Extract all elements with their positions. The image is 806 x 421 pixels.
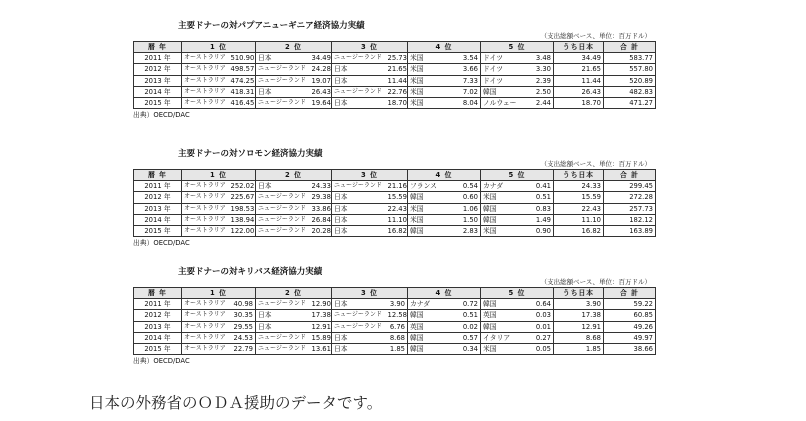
unit-note: （支出総額ベース、単位：百万ドル） xyxy=(540,160,651,168)
donor-amount-cell: 1.50 xyxy=(457,214,481,225)
donor-name-cell: イタリア xyxy=(481,332,530,343)
column-header: うち日本 xyxy=(554,288,604,299)
donor-name-cell: ニュージーランド xyxy=(256,343,310,354)
column-header: うち日本 xyxy=(554,42,604,53)
donor-name-cell: 韓国 xyxy=(481,299,530,310)
donor-amount-cell: 1.85 xyxy=(386,343,408,354)
donor-amount-cell: 21.65 xyxy=(387,65,407,74)
total-amount-cell: 38.66 xyxy=(604,343,656,354)
donor-amount-cell: 8.04 xyxy=(457,97,481,108)
donor-name-cell: ニュージーランド xyxy=(332,181,386,192)
donor-name-cell: 日本 xyxy=(332,192,386,203)
donor-amount-cell: 24.28 xyxy=(311,65,331,74)
donor-name-cell: 英国 xyxy=(408,321,457,332)
donor-amount-cell: 8.68 xyxy=(386,332,408,343)
total-amount-cell: 583.77 xyxy=(604,53,656,64)
japan-amount-cell: 15.59 xyxy=(554,192,604,203)
donor-name-cell: オーストラリア xyxy=(182,64,229,75)
donor-amount-cell: 0.01 xyxy=(530,321,554,332)
year-cell: 2013 年 xyxy=(134,203,182,214)
donor-name-cell: ドイツ xyxy=(481,53,530,64)
donor-amount-cell: 0.02 xyxy=(457,321,481,332)
column-header: 5 位 xyxy=(481,170,554,181)
donor-name-cell: ニュージーランド xyxy=(256,75,310,86)
donor-amount-cell: 1.49 xyxy=(530,214,554,225)
header-row xyxy=(134,170,656,181)
donor-amount-cell: 0.27 xyxy=(530,332,554,343)
donor-name-cell: ニュージーランド xyxy=(256,203,310,214)
donor-name-cell: 日本 xyxy=(256,321,310,332)
donor-amount-cell: 2.39 xyxy=(530,75,554,86)
table-block-papua-new-guinea xyxy=(133,20,653,120)
table-block-kiribati xyxy=(133,266,653,366)
table-row xyxy=(134,97,656,108)
donor-name-cell: 韓国 xyxy=(481,203,530,214)
donor-name-cell: ニュージーランド xyxy=(256,97,310,108)
donor-amount-cell: 26.84 xyxy=(311,215,331,224)
donor-amount-cell: 33.86 xyxy=(311,204,331,213)
unit-note: （支出総額ベース、単位：百万ドル） xyxy=(540,32,651,40)
total-amount-cell: 520.89 xyxy=(604,75,656,86)
donor-amount-cell: 2.44 xyxy=(530,97,554,108)
donor-name-cell: ニュージーランド xyxy=(256,332,310,343)
donor-amount-cell: 15.59 xyxy=(387,193,407,202)
donor-amount-cell: 198.53 xyxy=(230,204,255,213)
donor-name-cell: 米国 xyxy=(481,192,530,203)
donor-name-cell: 韓国 xyxy=(481,86,530,97)
donor-name-cell: ニュージーランド xyxy=(256,225,310,236)
donor-amount-cell: 30.35 xyxy=(229,310,256,321)
donor-name-cell: 韓国 xyxy=(408,192,457,203)
table-block-solomon xyxy=(133,148,653,248)
donor-amount-cell: 26.43 xyxy=(311,87,331,96)
donor-amount-cell: 29.55 xyxy=(229,321,256,332)
donor-name-cell: 日本 xyxy=(256,310,310,321)
column-header: 1 位 xyxy=(182,288,256,299)
donor-name-cell: オーストラリア xyxy=(182,192,229,203)
donor-name-cell: オーストラリア xyxy=(182,181,229,192)
column-header: 4 位 xyxy=(408,170,481,181)
table-row xyxy=(134,332,656,343)
table-row xyxy=(134,192,656,203)
donor-name-cell: 韓国 xyxy=(408,332,457,343)
donor-amount-cell: 0.90 xyxy=(530,225,554,236)
column-header: 2 位 xyxy=(256,42,332,53)
table-row xyxy=(134,299,656,310)
donor-name-cell: 日本 xyxy=(332,97,386,108)
japan-amount-cell: 18.70 xyxy=(554,97,604,108)
table-row xyxy=(134,310,656,321)
donor-name-cell: オーストラリア xyxy=(182,299,229,310)
donor-amount-cell: 22.76 xyxy=(387,87,407,96)
donor-name-cell: ニュージーランド xyxy=(332,86,386,97)
donor-amount-cell: 3.30 xyxy=(530,64,554,75)
year-cell: 2012 年 xyxy=(134,310,182,321)
donor-amount-cell: 474.25 xyxy=(230,76,255,85)
total-amount-cell: 482.83 xyxy=(604,86,656,97)
donor-amount-cell: 12.90 xyxy=(311,300,331,309)
donor-name-cell: オーストラリア xyxy=(182,53,229,64)
donor-name-cell: カナダ xyxy=(481,181,530,192)
total-amount-cell: 257.73 xyxy=(604,203,656,214)
donor-amount-cell: 24.53 xyxy=(229,332,256,343)
donor-amount-cell: 252.02 xyxy=(230,182,255,191)
japan-amount-cell: 34.49 xyxy=(554,53,604,64)
donor-amount-cell: 2.50 xyxy=(530,86,554,97)
column-header: 3 位 xyxy=(332,42,408,53)
total-amount-cell: 59.22 xyxy=(604,299,656,310)
donor-name-cell: オーストラリア xyxy=(182,332,229,343)
donor-name-cell: 日本 xyxy=(256,86,310,97)
total-amount-cell: 471.27 xyxy=(604,97,656,108)
table-row xyxy=(134,214,656,225)
donor-name-cell: ニュージーランド xyxy=(332,53,386,64)
donor-name-cell: 米国 xyxy=(481,225,530,236)
donor-name-cell: ドイツ xyxy=(481,64,530,75)
donor-name-cell: フランス xyxy=(408,181,457,192)
donor-amount-cell: 0.72 xyxy=(457,299,481,310)
donor-amount-cell: 12.58 xyxy=(387,311,407,320)
donor-name-cell: ニュージーランド xyxy=(256,192,310,203)
column-header: 暦 年 xyxy=(134,170,182,181)
total-amount-cell: 60.85 xyxy=(604,310,656,321)
table-row xyxy=(134,86,656,97)
source-note: 出典）OECD/DAC xyxy=(133,239,190,248)
donor-name-cell: 日本 xyxy=(332,299,386,310)
donor-name-cell: 日本 xyxy=(256,181,310,192)
donor-amount-cell: 40.98 xyxy=(229,299,256,310)
table-title: 主要ドナーの対パプアニューギニア経済協力実績 xyxy=(178,21,365,31)
japan-amount-cell: 16.82 xyxy=(554,225,604,236)
donor-amount-cell: 418.31 xyxy=(230,87,255,96)
donor-name-cell: オーストラリア xyxy=(182,214,229,225)
column-header: 4 位 xyxy=(408,42,481,53)
donor-name-cell: 日本 xyxy=(332,214,386,225)
donor-name-cell: 韓国 xyxy=(408,225,457,236)
donor-name-cell: 日本 xyxy=(332,75,386,86)
japan-amount-cell: 21.65 xyxy=(554,64,604,75)
year-cell: 2011 年 xyxy=(134,181,182,192)
donor-amount-cell: 498.57 xyxy=(230,65,255,74)
page-caption: 日本の外務省のＯＤＡ援助のデータです。 xyxy=(89,394,383,412)
column-header: 4 位 xyxy=(408,288,481,299)
donor-name-cell: ニュージーランド xyxy=(332,321,386,332)
donor-amount-cell: 13.61 xyxy=(311,345,331,354)
japan-amount-cell: 3.90 xyxy=(554,299,604,310)
donor-name-cell: 日本 xyxy=(256,53,310,64)
donor-amount-cell: 19.64 xyxy=(311,99,331,108)
table-row xyxy=(134,203,656,214)
total-amount-cell: 49.97 xyxy=(604,332,656,343)
donor-amount-cell: 11.10 xyxy=(387,215,407,224)
column-header: 3 位 xyxy=(332,170,408,181)
donor-name-cell: カナダ xyxy=(408,299,457,310)
donor-name-cell: 韓国 xyxy=(408,310,457,321)
source-note: 出典）OECD/DAC xyxy=(133,357,190,366)
donor-name-cell: オーストラリア xyxy=(182,310,229,321)
donor-name-cell: 韓国 xyxy=(408,343,457,354)
donor-name-cell: ドイツ xyxy=(481,75,530,86)
donor-amount-cell: 0.54 xyxy=(457,181,481,192)
donor-amount-cell: 416.45 xyxy=(230,99,255,108)
donor-amount-cell: 7.02 xyxy=(457,86,481,97)
donor-amount-cell: 510.90 xyxy=(230,54,255,63)
donor-amount-cell: 11.44 xyxy=(387,76,407,85)
donor-table xyxy=(133,41,656,109)
donor-name-cell: オーストラリア xyxy=(182,97,229,108)
donor-amount-cell: 0.34 xyxy=(457,343,481,354)
donor-name-cell: オーストラリア xyxy=(182,321,229,332)
table-row xyxy=(134,53,656,64)
year-cell: 2012 年 xyxy=(134,64,182,75)
donor-name-cell: オーストラリア xyxy=(182,86,229,97)
japan-amount-cell: 11.44 xyxy=(554,75,604,86)
year-cell: 2014 年 xyxy=(134,86,182,97)
donor-name-cell: 英国 xyxy=(481,310,530,321)
total-amount-cell: 49.26 xyxy=(604,321,656,332)
column-header: 2 位 xyxy=(256,288,332,299)
japan-amount-cell: 8.68 xyxy=(554,332,604,343)
year-cell: 2014 年 xyxy=(134,214,182,225)
total-amount-cell: 163.89 xyxy=(604,225,656,236)
year-cell: 2015 年 xyxy=(134,343,182,354)
donor-name-cell: 米国 xyxy=(481,343,530,354)
table-row xyxy=(134,75,656,86)
donor-name-cell: ニュージーランド xyxy=(256,214,310,225)
donor-amount-cell: 0.83 xyxy=(530,203,554,214)
donor-table xyxy=(133,169,656,237)
donor-amount-cell: 122.00 xyxy=(230,227,255,236)
donor-name-cell: 日本 xyxy=(332,225,386,236)
donor-amount-cell: 3.48 xyxy=(530,53,554,64)
column-header: 3 位 xyxy=(332,288,408,299)
column-header: 合 計 xyxy=(604,170,656,181)
japan-amount-cell: 1.85 xyxy=(554,343,604,354)
column-header: 1 位 xyxy=(182,42,256,53)
donor-amount-cell: 7.33 xyxy=(457,75,481,86)
year-cell: 2013 年 xyxy=(134,75,182,86)
donor-amount-cell: 0.51 xyxy=(457,310,481,321)
header-row xyxy=(134,288,656,299)
japan-amount-cell: 12.91 xyxy=(554,321,604,332)
donor-amount-cell: 21.16 xyxy=(387,182,407,191)
column-header: 1 位 xyxy=(182,170,256,181)
donor-amount-cell: 12.91 xyxy=(311,322,331,331)
table-title: 主要ドナーの対ソロモン経済協力実績 xyxy=(178,149,323,159)
donor-name-cell: ニュージーランド xyxy=(256,64,310,75)
donor-name-cell: 米国 xyxy=(408,203,457,214)
table-row xyxy=(134,64,656,75)
donor-name-cell: 韓国 xyxy=(481,214,530,225)
donor-amount-cell: 34.49 xyxy=(311,54,331,63)
donor-name-cell: 日本 xyxy=(332,64,386,75)
donor-amount-cell: 138.94 xyxy=(230,215,255,224)
unit-note: （支出総額ベース、単位：百万ドル） xyxy=(540,278,651,286)
donor-name-cell: 米国 xyxy=(408,64,457,75)
donor-amount-cell: 0.64 xyxy=(530,299,554,310)
donor-amount-cell: 1.06 xyxy=(457,203,481,214)
donor-amount-cell: 0.03 xyxy=(530,310,554,321)
donor-amount-cell: 3.66 xyxy=(457,64,481,75)
total-amount-cell: 272.28 xyxy=(604,192,656,203)
donor-name-cell: 米国 xyxy=(408,97,457,108)
donor-name-cell: 米国 xyxy=(408,214,457,225)
donor-amount-cell: 17.38 xyxy=(311,311,331,320)
total-amount-cell: 182.12 xyxy=(604,214,656,225)
donor-name-cell: ニュージーランド xyxy=(332,310,386,321)
donor-name-cell: 米国 xyxy=(408,86,457,97)
donor-name-cell: 米国 xyxy=(408,75,457,86)
japan-amount-cell: 17.38 xyxy=(554,310,604,321)
donor-name-cell: 日本 xyxy=(332,332,386,343)
donor-amount-cell: 29.38 xyxy=(311,193,331,202)
column-header: 暦 年 xyxy=(134,288,182,299)
column-header: 2 位 xyxy=(256,170,332,181)
donor-amount-cell: 20.28 xyxy=(311,227,331,236)
donor-amount-cell: 24.33 xyxy=(311,182,331,191)
japan-amount-cell: 26.43 xyxy=(554,86,604,97)
donor-amount-cell: 19.07 xyxy=(311,76,331,85)
donor-name-cell: 日本 xyxy=(332,343,386,354)
table-title: 主要ドナーの対キリバス経済協力実績 xyxy=(178,267,323,277)
column-header: 5 位 xyxy=(481,288,554,299)
year-cell: 2011 年 xyxy=(134,299,182,310)
donor-amount-cell: 0.57 xyxy=(457,332,481,343)
donor-name-cell: オーストラリア xyxy=(182,225,229,236)
year-cell: 2015 年 xyxy=(134,225,182,236)
donor-amount-cell: 25.73 xyxy=(387,54,407,63)
donor-amount-cell: 0.05 xyxy=(530,343,554,354)
column-header: 合 計 xyxy=(604,288,656,299)
year-cell: 2011 年 xyxy=(134,53,182,64)
total-amount-cell: 557.80 xyxy=(604,64,656,75)
donor-amount-cell: 0.41 xyxy=(530,181,554,192)
table-row xyxy=(134,225,656,236)
year-cell: 2015 年 xyxy=(134,97,182,108)
donor-name-cell: オーストラリア xyxy=(182,203,229,214)
donor-amount-cell: 3.90 xyxy=(386,299,408,310)
japan-amount-cell: 11.10 xyxy=(554,214,604,225)
donor-amount-cell: 6.76 xyxy=(386,321,408,332)
table-row xyxy=(134,343,656,354)
donor-amount-cell: 15.89 xyxy=(311,333,331,342)
table-row xyxy=(134,181,656,192)
column-header: 5 位 xyxy=(481,42,554,53)
donor-amount-cell: 225.67 xyxy=(230,193,255,202)
donor-amount-cell: 18.70 xyxy=(387,99,407,108)
header-row xyxy=(134,42,656,53)
donor-name-cell: 米国 xyxy=(408,53,457,64)
table-row xyxy=(134,321,656,332)
donor-name-cell: ニュージーランド xyxy=(256,299,310,310)
donor-amount-cell: 3.54 xyxy=(457,53,481,64)
donor-amount-cell: 0.60 xyxy=(457,192,481,203)
donor-name-cell: オーストラリア xyxy=(182,343,229,354)
donor-amount-cell: 0.51 xyxy=(530,192,554,203)
year-cell: 2013 年 xyxy=(134,321,182,332)
source-note: 出典）OECD/DAC xyxy=(133,111,190,120)
donor-amount-cell: 16.82 xyxy=(387,227,407,236)
donor-name-cell: 韓国 xyxy=(481,321,530,332)
donor-name-cell: ノルウェー xyxy=(481,97,530,108)
donor-amount-cell: 22.79 xyxy=(229,343,256,354)
year-cell: 2014 年 xyxy=(134,332,182,343)
donor-amount-cell: 2.83 xyxy=(457,225,481,236)
column-header: 暦 年 xyxy=(134,42,182,53)
donor-table xyxy=(133,287,656,355)
year-cell: 2012 年 xyxy=(134,192,182,203)
column-header: うち日本 xyxy=(554,170,604,181)
donor-amount-cell: 22.43 xyxy=(387,204,407,213)
column-header: 合 計 xyxy=(604,42,656,53)
japan-amount-cell: 22.43 xyxy=(554,203,604,214)
japan-amount-cell: 24.33 xyxy=(554,181,604,192)
donor-name-cell: オーストラリア xyxy=(182,75,229,86)
total-amount-cell: 299.45 xyxy=(604,181,656,192)
donor-name-cell: 日本 xyxy=(332,203,386,214)
